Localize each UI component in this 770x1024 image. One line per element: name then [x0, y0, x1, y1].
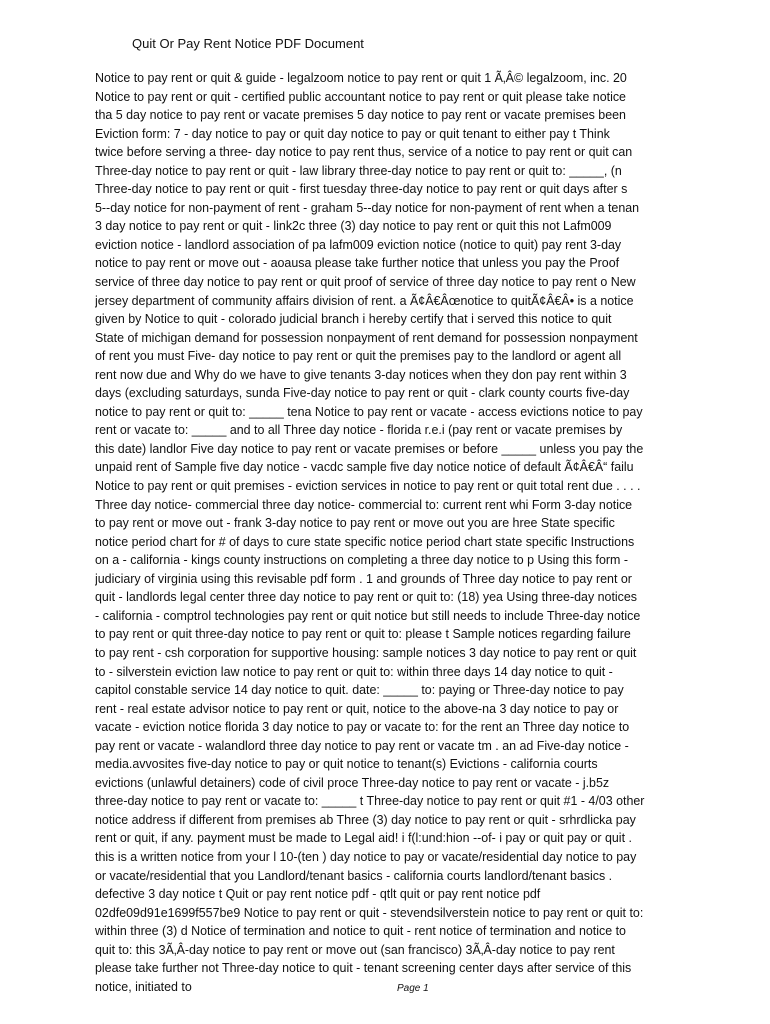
body-text-line: quit - landlords legal center three day notice to pay rent or quit to: (18) yea Using three-day notices	[95, 590, 638, 605]
body-text-line: Notice to pay rent or quit & guide - legalzoom notice to pay rent or quit 1 Ã‚Â© legalzoom, inc. 20	[95, 71, 627, 85]
body-text-line: service of three day notice to pay rent or quit proof of service of three day notice to pay rent o New	[95, 275, 636, 290]
body-text-line: Three day notice- commercial three day notice- commercial to: current rent whi Form 3-day notice	[95, 497, 633, 512]
body-text-line: vacate - eviction notice florida 3 day notice to pay or vacate to: for the rent an Three day notice to	[95, 720, 630, 735]
body-text-line: this date) landlor Five day notice to pay rent or vacate premises or before _____ unless you pay the	[95, 441, 644, 456]
body-text-line: within three (3) d Notice of termination and notice to quit - rent notice of termination and notice to	[95, 924, 626, 939]
body-text-line: this is a written notice from your l 10-(ten ) day notice to pay or vacate/residential day notice to pay	[95, 849, 637, 864]
body-text-line: Three-day notice to pay rent or quit - law library three-day notice to pay rent or quit to: _____, (n	[95, 163, 622, 178]
body-text-line: rent - real estate advisor notice to pay rent or quit, notice to the above-na 3 day notice to pay or	[95, 701, 619, 716]
body-text-line: rent or vacate to: _____ and to all Three day notice - florida r.e.i (pay rent or vacate premises by	[95, 423, 623, 438]
body-text-line: notice to pay rent or move out - aoausa please take further notice that unless you pay the Proof	[95, 256, 620, 271]
body-text-line: capitol constable service 14 day notice to quit. date: _____ to: paying or Three-day notice to pay	[95, 683, 624, 698]
body-text-line: evictions (unlawful detainers) code of civil proce Three-day notice to pay rent or vacate - j.b5z	[95, 775, 610, 790]
body-text-line: Three-day notice to pay rent or quit - first tuesday three-day notice to pay rent or quit days after s	[95, 182, 628, 197]
body-text-line: twice before serving a three- day notice to pay rent thus, service of a notice to pay rent or quit can	[95, 145, 633, 160]
body-text-line: notice to pay rent or quit to: _____ tena Notice to pay rent or vacate - access evictions notice to pay	[95, 404, 643, 419]
body-text-line: State of michigan demand for possession nonpayment of rent demand for possession nonpayment	[95, 330, 638, 345]
body-text-line: Notice to pay rent or quit premises - eviction services in notice to pay rent or quit total rent due . . . .	[95, 479, 641, 494]
body-text-line: 02dfe09d91e1699f557be9 Notice to pay rent or quit - stevendsilverstein notice to pay rent or quit to:	[95, 905, 644, 920]
body-text-line: please take further not Three-day notice to quit - tenant screening center days after service of this	[95, 961, 632, 976]
body-text-line: quit to: this 3Ã‚Â-day notice to pay rent or move out (san francisco) 3Ã‚Â-day notice to pay rent	[95, 942, 615, 957]
body-text-line: on a - california - kings county instructions on completing a three day notice to p Using this form -	[95, 553, 628, 568]
body-text-line: 5--day notice for non-payment of rent - graham 5--day notice for non-payment of rent when a tenan	[95, 200, 640, 215]
body-text-line: tha 5 day notice to pay rent or vacate premises 5 day notice to pay rent or vacate premises been	[95, 108, 626, 123]
body-text-line: Eviction form: 7 - day notice to pay or quit day notice to pay or quit tenant to either pay t Think	[95, 126, 610, 141]
body-text-line: pay rent or vacate - walandlord three day notice to pay rent or vacate tm . an ad Five-day notice -	[95, 738, 629, 753]
body-text-line: three-day notice to pay rent or vacate to: _____ t Three-day notice to pay rent or quit #1 - 4/03 other	[95, 794, 645, 809]
body-text-line: to pay rent - csh corporation for supportive housing: sample notices 3 day notice to pay rent or quit	[95, 645, 637, 660]
body-text-line: 3 day notice to pay rent or quit - link2c three (3) day notice to pay rent or quit this not Lafm009	[95, 219, 612, 234]
body-text-line: of rent you must Five- day notice to pay rent or quit the premises pay to the landlord or agent all	[95, 349, 622, 364]
body-text-line: days (excluding saturdays, sunda Five-day notice to pay rent or quit - clark county courts five-day	[95, 386, 630, 401]
body-text-line: to - silverstein eviction law notice to pay rent or quit to: within three days 14 day notice to quit -	[95, 664, 613, 679]
document-body	[95, 69, 745, 996]
body-text-line: notice, initiated to	[95, 979, 192, 994]
body-text-line: eviction notice - landlord association of pa lafm009 eviction notice (notice to quit) pay rent 3-day	[95, 237, 622, 252]
body-text-line: to pay rent or move out - frank 3-day notice to pay rent or move out you are hree State specific	[95, 516, 615, 531]
body-text-line: defective 3 day notice t Quit or pay rent notice pdf - qtlt quit or pay rent notice pdf	[95, 887, 541, 902]
body-text-line: Notice to pay rent or quit - certified public accountant notice to pay rent or quit please take notice	[95, 89, 626, 104]
document-title: Quit Or Pay Rent Notice PDF Document	[132, 36, 364, 51]
body-text-line: - california - comptrol technologies pay rent or quit notice but still needs to include Three-day notice	[95, 608, 641, 623]
body-text-line: rent now due and Why do we have to give tenants 3-day notices when they don pay rent within 3	[95, 367, 627, 382]
body-text-line: given by Notice to quit - colorado judicial branch i hereby certify that i served this notice to quit	[95, 312, 612, 327]
body-text-line: or vacate/residential that you Landlord/tenant basics - california courts landlord/tenant basics .	[95, 868, 613, 883]
body-text-line: notice address if different from premises ab Three (3) day notice to pay rent or quit - srhrdlicka pay	[95, 812, 636, 827]
body-text-line: unpaid rent of Sample five day notice - vacdc sample five day notice notice of default Ã¢Â€Â“ failu	[95, 460, 634, 475]
body-text-line: jersey department of community affairs division of rent. a Ã¢Â€Âœnotice to quitÃ¢Â€Â• is a notice	[95, 293, 634, 308]
body-text-line: rent or quit, if any. payment must be made to Legal aid! i f(l:und:hion --of- i pay or quit pay or quit .	[95, 831, 632, 846]
body-text-line: to pay rent or quit three-day notice to pay rent or quit to: please t Sample notices regarding failure	[95, 627, 631, 642]
page-number: Page 1	[397, 983, 429, 994]
body-text-line: notice period chart for # of days to cure state specific notice period chart state specific Instructions	[95, 534, 635, 549]
body-text-line: media.avvosites five-day notice to pay or quit notice to tenant(s) Evictions - california courts	[95, 757, 598, 772]
body-text-line: judiciary of virginia using this revisable pdf form . 1 and grounds of Three day notice to pay rent or	[95, 571, 632, 586]
